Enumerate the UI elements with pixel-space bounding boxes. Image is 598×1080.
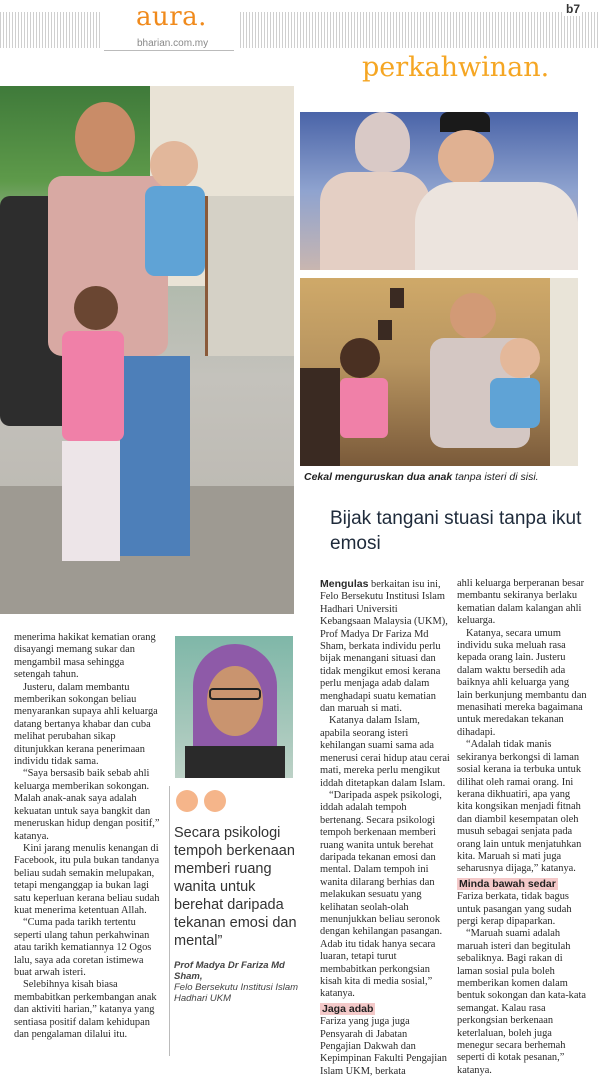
column-a	[14, 632, 162, 1041]
quote-title: Felo Bersekutu Institusi Islam Hadhari UKM	[174, 982, 299, 1004]
subhead-minda-bawah-sedar: Minda bawah sedar	[459, 877, 556, 890]
col-b-para: Fariza yang juga juga Pensyarah di Jabatan Pengajian Dakwah dan Kepimpinan Fakulti Pengajian Islam UKM, berkata	[320, 1016, 447, 1077]
col-c-para: ahli keluarga berperanan besar membantu sekiranya berlaku kematian dalam kalangan ahli keluarga.	[457, 578, 585, 627]
col-a-para: Justeru, dalam membantu memberikan sokongan beliau menyarankan supaya ahli keluarga datang bertanya khabar dan cuba melihat perubahan sikap ditunjukkan kerana penerimaan individu tidak sama.	[14, 681, 158, 768]
col-b-para: “Daripada aspek psikologi, iddah adalah tempoh bertenang. Secara psikologi tempoh berkenaan memberi ruang wanita untuk berehat daripada tekanan emosi dan mental. Dalam tempoh ini wanita dilarang berhias dan melakukan sesuatu yang kelihatan seolah-olah menunjukkan beliau seronok dengan kehilangan pasangan. Adab itu tidak hanya secara luaran, tetapi turut membabitkan perkongsian kisah kita di media sosial,” katanya.	[320, 789, 443, 1000]
photo-family-home	[300, 278, 578, 466]
col-a-para: menerima hakikat kematian orang disayangi memang sukar dan mengambil masa sehingga setengah tahun.	[14, 632, 156, 681]
header-hatch-left	[0, 12, 100, 48]
col-c-para: “Maruah suami adalah maruah isteri dan begitulah sebaliknya. Bagi rakan di laman sosial pula boleh memberikan komen dalam bentuk sokongan dan kata-kata semangat. Kalau rasa perkongsian berkenaan keterlaluan, boleh juga menegur secara berhemah seperti di kotak pesanan,” katanya.	[457, 928, 586, 1076]
col-b-para: Katanya dalam Islam, apabila seorang isteri kehilangan suami sama ada menerusi cerai hidup atau cerai mati, mereka perlu mengikut iddah ditetapkan dalam Islam.	[320, 715, 450, 789]
photo-wedding-couple	[300, 112, 578, 270]
col-c-para: Katanya, secara umum individu suka meluah rasa kepada orang lain. Justeru dalam waktu bersedih ada baiknya ahli keluarga yang lain berkunjung membantu dan menasihati mereka bagaimana untuk meredakan tekanan dihadapi.	[457, 627, 587, 738]
caption-rest: tanpa isteri di sisi.	[452, 471, 539, 483]
lead-text: berkaitan isu ini, Felo Bersekutu Institusi Islam Hadhari Universiti Kebangsaan Malaysia (UKM), Prof Madya Dr Fariza Md Sham, berkata individu perlu bijak menangani situasi dan tidak mengikut emosi kerana perlu menjaga adab dalam menghadapi suatu kematian dan maruah si mati.	[320, 579, 448, 715]
photo-father-children	[0, 86, 294, 614]
col-a-para: Kini jarang menulis kenangan di Facebook, itu pula bukan tandanya beliau sudah semakin melupakan, tetapi menganggap ia bukan lagi satu keperluan kerana beliau sudah kuat menerima ketentuan Allah.	[14, 842, 160, 916]
section-title: perkahwinan.	[358, 52, 553, 83]
article-headline: Bijak tangani stuasi tanpa ikut emosi	[330, 508, 582, 554]
subhead-jaga-adab: Jaga adab	[322, 1002, 374, 1015]
photo-caption	[304, 471, 539, 483]
column-divider	[169, 786, 170, 1056]
col-b-lead-para	[320, 578, 450, 715]
caption-bold: Cekal menguruskan dua anak	[304, 471, 453, 483]
col-c-para: “Adalah tidak manis sekiranya berkongsi di laman sosial kerana ia terbuka untuk dilihat oleh ramai orang. Ini kerana dikhuatiri, apa yang kita kongsikan menjadi fitnah dan diambil kesempatan oleh musuh sebagai senjata pada orang lain untuk menjatuhkan kita. Maruah si mati juga seharusnya dijaga,” katanya.	[457, 739, 582, 875]
lead-word: Mengulas	[320, 578, 369, 590]
quote-mark-icon	[176, 790, 232, 817]
quote-dot	[176, 790, 198, 812]
col-a-para: “Cuma pada tarikh tertentu seperti ulang tahun perkahwinan atau tarikh kematiannya 12 Ogos lalu, saya ada coretan istimewa buat arwah isteri.	[14, 917, 152, 978]
col-a-para: “Saya bersasib baik sebab ahli keluarga memberikan sokongan. Malah anak-anak saya adalah kekuatan untuk saya bangkit dan meneruskan hidup dengan positif,” katanya.	[14, 768, 160, 842]
column-b	[320, 578, 450, 1078]
column-c	[457, 578, 587, 1077]
brand-url: bharian.com.my	[137, 38, 209, 49]
header-hatch-right	[240, 12, 598, 48]
photo-portrait-fariza	[175, 636, 293, 778]
col-a-para: Selebihnya kisah biasa membabitkan perkembangan anak dan aktiviti harian,” katanya yang sentiasa positif dalam kehidupan dan pengalaman dilalui itu.	[14, 979, 157, 1040]
pull-quote: Secara psikologi tempoh berkenaan memberi ruang wanita untuk berehat daripada tekanan emosi dan mental”	[174, 825, 297, 949]
quote-attribution	[174, 960, 299, 1004]
quote-name: Prof Madya Dr Fariza Md Sham,	[174, 960, 285, 982]
quote-dot	[204, 790, 226, 812]
header-rule	[104, 50, 234, 51]
page-number: b7	[566, 2, 581, 16]
col-c-para: Fariza berkata, tidak bagus untuk pasangan yang sudah pergi kerap dipaparkan.	[457, 891, 572, 927]
brand-logo: aura.	[132, 2, 211, 32]
